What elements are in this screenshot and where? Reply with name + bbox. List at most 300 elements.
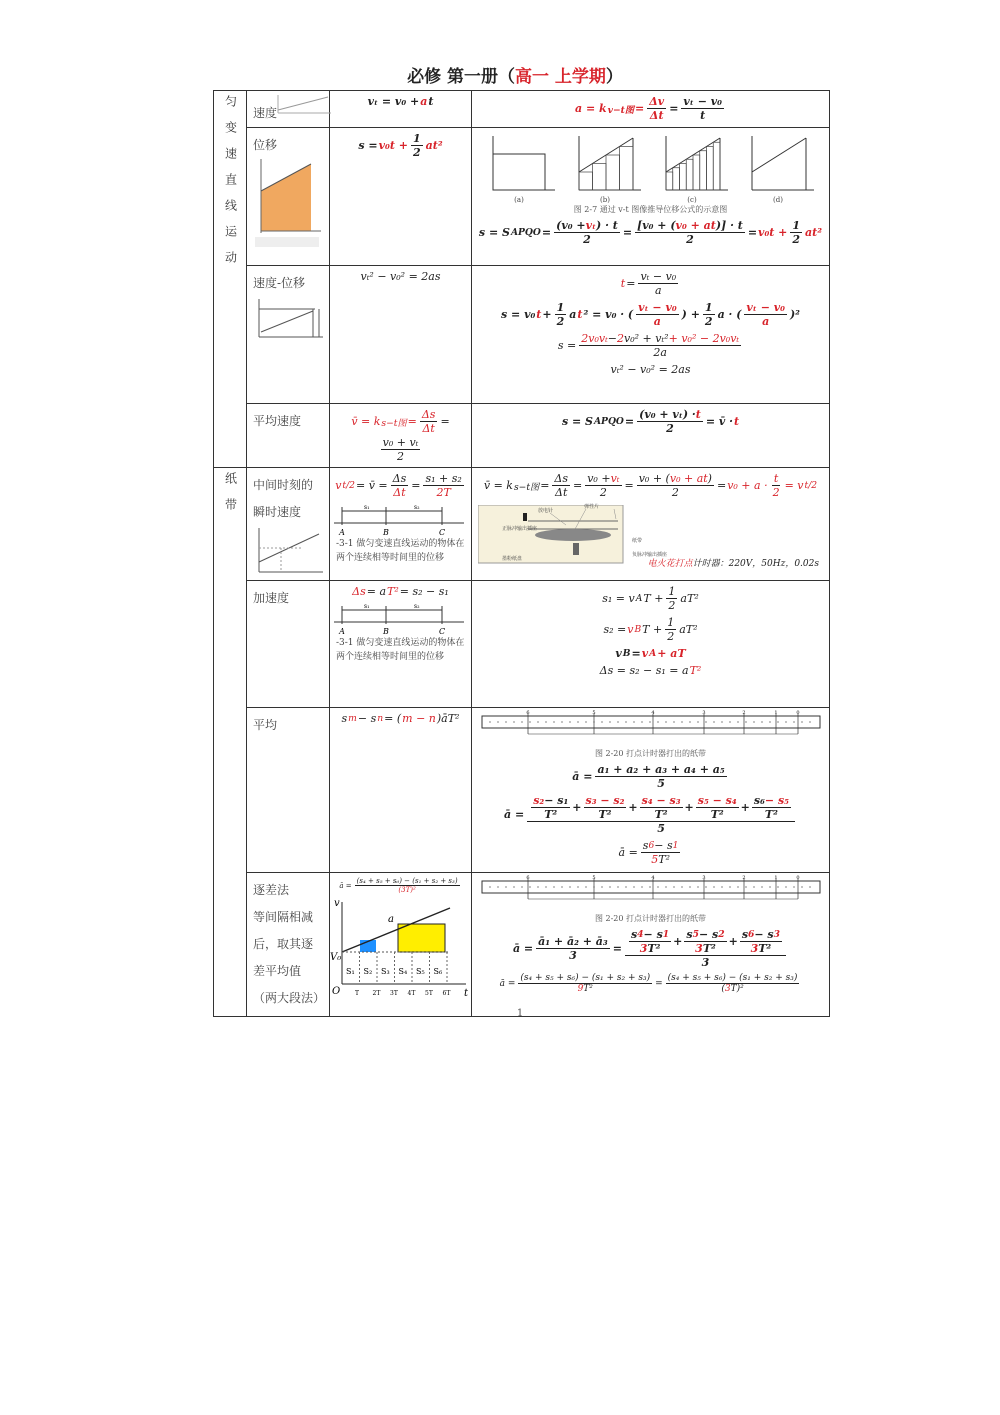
tape-dot [649,886,650,887]
count-number: 0 [795,875,800,881]
count-number: 3 [701,875,706,881]
fraction [536,935,610,962]
formula-part: Δs [554,472,568,485]
numerator [552,472,570,486]
segment-label: s₁ [364,603,370,610]
formula-part: = [624,479,634,492]
formula-part: aT² [680,592,699,605]
timer-spec: 电火花打点计时器：220V，50Hz，0.02s [647,559,819,569]
formula-part: − s [698,928,719,941]
tape-dot [561,721,562,722]
subscript: A [635,593,643,604]
tape-dot [793,886,794,887]
time-label: 4T [407,990,416,997]
rectangle-area [493,154,545,190]
denominator [396,886,417,894]
formula-part: 5 [651,853,659,866]
numerator [647,95,666,109]
point-label: A [339,627,345,636]
formula-part: ā = [512,942,534,955]
fraction [696,794,739,821]
row-mid-time [214,468,830,581]
tape-dot [513,721,514,722]
subscript: 6 [748,929,755,940]
denominator [763,808,780,821]
denominator [693,942,718,955]
numerator [635,219,745,233]
formula-part: s [341,712,348,725]
formula-part: v₀ + at [669,472,708,485]
row-label: 等间隔相减 [253,910,314,924]
formula [472,664,829,677]
formula-part: = [411,479,421,492]
formula-part: s = [557,339,577,352]
tape-dot [809,721,810,722]
point-label: C [438,528,446,537]
fraction [381,436,421,463]
fraction [684,928,726,955]
count-number: 5 [591,875,596,881]
formula-part: t [700,109,706,122]
fraction [595,763,726,790]
formula-part: + [673,935,683,948]
graph-label: (d) [772,196,783,204]
tape-dot [673,721,674,722]
formula-part: = a [366,585,387,598]
tape-dot [713,886,714,887]
tape-dot [657,886,658,887]
formula-part: 3 [750,942,759,955]
vt-graph [744,132,816,204]
displacement-diagram [330,602,471,636]
row-label: 位移 [253,138,278,152]
formula-part: 1 [556,301,565,314]
formula-part: (s₄ + s₅ + s₆) − (s₁ + s₂ + s₃) [520,973,651,983]
numerator [636,301,679,315]
denominator [555,315,567,328]
tape-dot [521,886,522,887]
time-label: 3T [390,990,398,997]
formula-part: (v₀ + [556,219,586,232]
numerator [752,794,791,808]
formula-part: a [420,95,428,108]
vt-graph-thumbnail [273,93,333,115]
fraction [584,794,627,821]
formula-part: s = S [478,226,510,239]
tape-dot [737,886,738,887]
numerator [772,472,780,486]
formula-part: T + [643,592,664,605]
formula [472,928,829,969]
tape-dot [705,721,706,722]
step-bar [672,168,679,190]
fraction [554,219,620,246]
formula-part: 2 [412,146,421,159]
fraction [665,616,676,643]
formula-part: a [653,315,661,328]
formula-part: Δt [555,486,568,499]
formula-part: Δt [393,486,406,499]
tape-dot [617,721,618,722]
fraction [744,301,787,328]
numerator [629,928,671,942]
formula [472,95,829,122]
formula [472,647,829,660]
numerator [355,877,460,886]
tape-dot [785,721,786,722]
tape-dot [553,721,554,722]
formula-part: vₜ = v₀ + [367,95,420,108]
segment-label: S₂ [363,967,373,976]
tape-dot [577,886,578,887]
numerator [595,763,726,777]
fraction [579,332,741,359]
formula-part: = [541,226,552,239]
denominator [684,233,696,246]
tape-dot [737,721,738,722]
denominator [655,822,667,835]
formula-part: 3 [695,942,703,955]
formula-part: = [635,102,645,115]
fraction [638,270,678,297]
formula-part: ) [707,472,712,485]
numerator [744,301,787,315]
formula-part: Δv [649,95,665,108]
formula-part: 2a [653,346,667,359]
formula-part: s = [358,139,378,152]
segment-label: s₂ [414,504,420,511]
fraction [355,877,460,894]
formula-part: s₂ [533,794,545,807]
tape-dot [489,721,490,722]
denominator [670,486,681,499]
numerator [637,408,703,422]
vt-graphs [472,128,829,204]
formula-part: 2 [583,233,591,246]
timer-label-paper-tape: 纸带 [632,538,643,544]
vt-graph [658,132,730,204]
timer-label-discharge-needle: 放电针 [538,508,554,514]
numerator [584,794,627,808]
count-number: 2 [741,710,746,716]
tape-dot [769,886,770,887]
denominator [709,808,726,821]
formula-part: T² [758,942,772,955]
formula-part: T² [544,808,558,821]
formula-part: m − n [402,712,436,725]
formula-part: 5 [657,777,665,790]
row-label: 中间时刻的 [253,478,314,492]
formula-part: = ( [384,712,402,725]
formula-part: ā = [618,846,638,859]
tape-dot [529,886,530,887]
formula-part: 1 [667,616,675,629]
formula-part: s₅ − s₄ [697,794,737,807]
row-label: 后，取其逐 [253,937,314,951]
formula [472,301,829,328]
formula-part: T² [583,984,593,994]
numerator [536,935,610,949]
row-label: 平均速度 [253,414,302,428]
tape-dot [569,721,570,722]
formula-part: t [620,277,626,290]
formula-part: 2T [436,486,451,499]
tape-dot [633,886,634,887]
point-label: C [438,627,446,636]
time-label: 6T [442,990,451,997]
fraction [527,794,795,835]
formula [472,616,829,643]
fraction [411,132,423,159]
formula-part: 2 [599,486,607,499]
formula [472,332,829,359]
formula-part: [v₀ + ( [637,219,676,232]
graph-label: (c) [686,196,697,204]
tape-dot [705,886,706,887]
denominator [700,956,712,969]
tape-dot [641,721,642,722]
step-bar [686,159,693,190]
formula [330,472,471,499]
fraction [666,973,800,994]
timer-label-negative-socket: 负脉冲输出插座 [632,552,668,558]
numerator [531,794,570,808]
formula-part: = v [784,479,804,492]
formula-part: v₀ + ( [638,472,670,485]
tape-dot [697,721,698,722]
fraction [752,794,791,821]
tape-dot [697,886,698,887]
denominator [703,315,715,328]
denominator [719,984,745,994]
fraction [555,301,567,328]
numerator [638,270,678,284]
axis-label: V₀ [330,952,342,963]
formula-part: = [631,647,641,660]
row-average [214,708,830,873]
time-label: 2T [372,990,381,997]
formula-part: 2 [704,315,713,328]
page-number: 1 [516,1008,524,1019]
formula [330,95,471,108]
count-number: 3 [701,710,706,716]
tape-dot [761,886,762,887]
tape-dot [689,886,690,887]
numerator [665,616,676,630]
formula [472,763,829,790]
formula-part: v₀ + [587,472,611,485]
fraction [647,95,666,122]
denominator [411,146,423,159]
subscript: 3 [773,929,781,940]
tape-dot [777,721,778,722]
tape-dot [545,721,546,722]
tape-dot [681,886,682,887]
tape-dot [753,721,754,722]
formula [472,408,829,435]
formula-part: − s [654,839,673,852]
row-average-velocity [214,404,830,468]
step-bar [579,172,593,190]
denominator [395,450,406,463]
timer-label-toner-disc: 墨粉纸盘 [502,556,523,562]
formula-part: 2 [556,315,565,328]
formula-part: t [428,95,434,108]
formula-part: = [573,479,583,492]
tape-dot [497,721,498,722]
denominator [666,599,677,612]
count-number: 4 [650,875,655,881]
denominator [553,486,569,499]
axis-label: O [332,986,341,997]
denominator [749,942,774,955]
formula-part: a [655,284,662,297]
tape-dot [801,721,802,722]
row-label: 速度-位移 [253,276,306,290]
tape-dot [809,886,810,887]
segment-label: s₁ [364,504,370,511]
section-label: 匀变速直线运动 [223,95,238,277]
figure-caption: -3-1 做匀变速直线运动的物体在两个连续相等时间里的位移 [336,539,465,563]
section-tape [214,468,247,1017]
section-label: 纸带 [223,472,238,524]
formula-part: v₀ + at [675,219,716,232]
formula-part: 2 [667,630,675,643]
denominator [655,777,667,790]
subscript: APQO [510,227,541,238]
formula-part: Δs [392,472,407,485]
tape-dot [713,721,714,722]
fraction [637,408,703,435]
row-acceleration [214,581,830,708]
formula-part: T² [689,664,702,677]
paper-tape-figure [472,710,829,746]
displacement-diagram [330,503,471,537]
subscript: t/2 [342,480,355,491]
vt-graph-thumbnail [253,297,323,347]
tape-dot [497,886,498,887]
numerator [625,928,786,956]
segment-label: S₆ [433,967,443,976]
row-label: （两大段法） [253,991,326,1005]
fraction [635,219,745,246]
formula-part: v̄ = k [351,415,381,428]
fraction [640,794,683,821]
tape-dot [641,886,642,887]
formula-part: s = S [561,415,593,428]
count-number: 4 [650,710,655,716]
figure-caption: 图 2-7 通过 v-t 图像推导位移公式的示意图 [573,205,728,214]
subscript: s−t图 [381,417,407,429]
formula-part: t [733,415,740,428]
formula-part: 2 [617,332,625,345]
formula-part: − [607,332,618,345]
vt-graph [485,132,557,204]
formula [472,794,829,835]
subscript: 5 [692,929,699,940]
fraction [637,472,714,499]
formula-part: T² [598,808,612,821]
tape-dot [721,886,722,887]
formula-part: v [641,647,649,660]
fraction [740,928,782,955]
point-label: B [383,528,389,537]
fraction [531,794,570,821]
figure-caption: 图 2-20 打点计时器打出的纸带 [594,749,707,758]
formula-part: 2v₀vₜ [581,332,608,345]
step-bar [679,164,686,191]
time-label: 5T [425,990,433,997]
tape-strip [482,881,820,893]
formula-part: v₀t + [758,226,788,239]
timer-label-positive-socket: 正脉冲输出插座 [502,526,538,532]
formula-part: + [628,801,638,814]
vt-graph-thumbnail [253,526,323,576]
formula-part: − s [643,928,663,941]
count-number: 1 [773,710,778,716]
count-number: 0 [795,710,800,716]
formula-part: 1 [792,219,801,232]
formula-part: ) + [681,308,700,321]
tape-dot [785,886,786,887]
numerator [641,839,681,853]
formula-part: 1 [412,132,421,145]
formula-part: = [440,415,450,428]
step-bar [666,172,673,190]
tape-dot [529,721,530,722]
denominator [542,808,559,821]
denominator [391,486,407,499]
row-label: 速度 [253,106,278,120]
formula-part: + aT [657,647,686,660]
formula-part: = [624,415,635,428]
spark-timer-figure [472,503,829,569]
formula-part: s₁ = v [602,592,635,605]
fraction [625,928,786,969]
formula-part: Δt [649,109,664,122]
formula [330,270,471,283]
count-number: 1 [773,875,778,881]
tape-dot [601,721,602,722]
formula-part: = v̄ · [705,415,733,428]
formula-part: = [716,479,727,492]
formula-part: − s₁ [544,794,569,807]
formula-part: a₁ + a₂ + a₃ + a₄ + a₅ [597,763,725,776]
tape-dot [577,721,578,722]
numerator [790,219,802,233]
tape-dot [769,721,770,722]
formula-part: (s₄ + s₅ + s₆) − (s₁ + s₂ + s₃) [356,877,458,885]
denominator [648,109,666,122]
subscript: 2 [718,929,725,940]
formula-part: vₜ² − v₀² = 2as [610,363,691,376]
subscript: t/2 [804,480,818,491]
page-title: 必修 第一册（高一 上学期） [407,67,623,87]
segment-label: S₃ [381,967,390,976]
denominator [596,808,613,821]
tape-dot [633,721,634,722]
formula-part: s [630,928,638,941]
formula-part: t [773,472,779,485]
formula-part: ā = [504,808,525,821]
graph-label: (a) [514,196,524,204]
abc-diagram [330,503,470,537]
formula-part: s₂ = [603,623,627,636]
numerator [740,928,782,942]
denominator [760,315,771,328]
subscript: A [649,648,657,659]
formula-part: ā = [572,770,593,783]
